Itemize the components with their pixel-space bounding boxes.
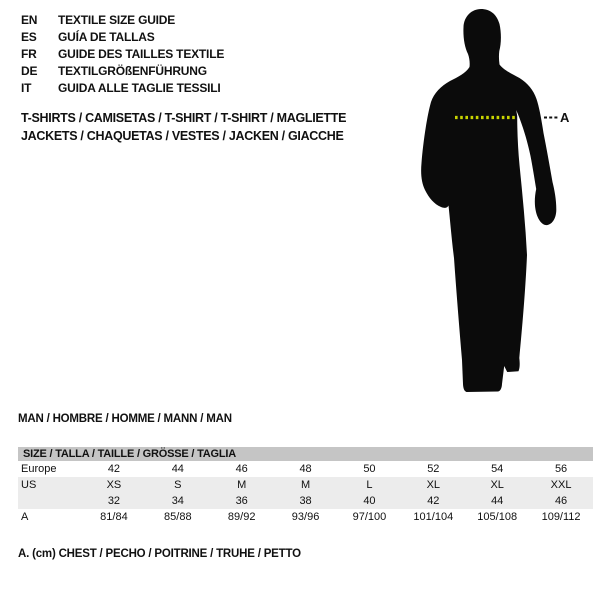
size-cell: 50 — [363, 463, 376, 475]
size-cell: 81/84 — [100, 511, 128, 523]
size-cell: XL — [490, 479, 504, 491]
size-cell: XL — [426, 479, 441, 491]
language-row-fr — [21, 46, 224, 63]
size-cell: S — [174, 479, 182, 491]
size-cell: 46 — [235, 463, 248, 475]
size-cell: M — [300, 479, 311, 491]
size-table-row-numeric — [18, 493, 593, 509]
size-cell: L — [366, 479, 373, 491]
size-cell: XXL — [550, 479, 572, 491]
category-line-jackets: JACKETS / CHAQUETAS / VESTES / JACKEN / GIACCHE — [21, 129, 344, 143]
row-label: Europe — [21, 463, 57, 475]
man-silhouette — [421, 9, 556, 392]
size-cell: 105/108 — [477, 511, 518, 523]
language-row-de — [21, 63, 224, 80]
category-lines — [21, 109, 346, 145]
size-cell: M — [237, 479, 247, 491]
measurement-footnote: A. (cm) CHEST / PECHO / POITRINE / TRUHE / PETTO — [18, 548, 301, 560]
size-cell: 42 — [107, 463, 121, 475]
language-code: EN — [21, 13, 38, 27]
row-label: US — [21, 479, 37, 491]
section-title-man: MAN / HOMBRE / HOMME / MANN / MAN — [18, 413, 232, 425]
language-label: GUIDA ALLE TAGLIE TESSILI — [58, 81, 221, 95]
size-cell: 89/92 — [227, 511, 256, 523]
size-cell: 85/88 — [164, 511, 192, 523]
size-table-header: SIZE / TALLA / TAILLE / GRÖSSE / TAGLIA — [18, 447, 593, 461]
size-cell: 48 — [299, 463, 312, 475]
size-table-row-us — [18, 477, 593, 493]
size-cell: 52 — [427, 463, 440, 475]
language-code: ES — [21, 30, 37, 44]
size-cell: XS — [106, 479, 122, 491]
size-cell: 93/96 — [291, 511, 320, 523]
language-row-en — [21, 12, 224, 29]
size-cell: 32 — [107, 495, 121, 507]
language-row-it — [21, 80, 224, 97]
size-cell: 97/100 — [352, 511, 387, 523]
language-code: DE — [21, 64, 38, 78]
language-label: TEXTILE SIZE GUIDE — [58, 13, 176, 27]
size-cell: 109/112 — [541, 511, 581, 523]
language-label: GUIDE DES TAILLES TEXTILE — [58, 47, 225, 61]
size-cell: 40 — [363, 495, 376, 507]
size-cell: 38 — [299, 495, 312, 507]
size-cell: 54 — [491, 463, 504, 475]
row-label — [18, 493, 82, 509]
size-cell: 46 — [554, 495, 568, 507]
measure-label-a: A — [560, 110, 570, 125]
size-cell: 56 — [554, 463, 568, 475]
size-table — [18, 447, 593, 525]
size-table-row-europe — [18, 461, 593, 477]
size-cell: 34 — [171, 495, 184, 507]
size-cell: 44 — [171, 463, 184, 475]
size-cell: 36 — [235, 495, 248, 507]
language-code: IT — [21, 81, 32, 95]
size-table-row-chest — [18, 509, 593, 525]
language-list — [21, 12, 224, 97]
size-cell: 44 — [491, 495, 504, 507]
language-label: TEXTILGRÖßENFÜHRUNG — [58, 64, 207, 78]
size-cell: 101/104 — [413, 511, 454, 523]
category-line-tshirts: T-SHIRTS / CAMISETAS / T-SHIRT / T-SHIRT / MAGLIETTE — [21, 111, 347, 125]
size-cell: 42 — [427, 495, 440, 507]
language-label: GUÍA DE TALLAS — [58, 30, 155, 44]
language-code: FR — [21, 47, 37, 61]
language-row-es — [21, 29, 224, 46]
row-label: A — [21, 511, 29, 523]
man-silhouette-image — [400, 0, 600, 400]
